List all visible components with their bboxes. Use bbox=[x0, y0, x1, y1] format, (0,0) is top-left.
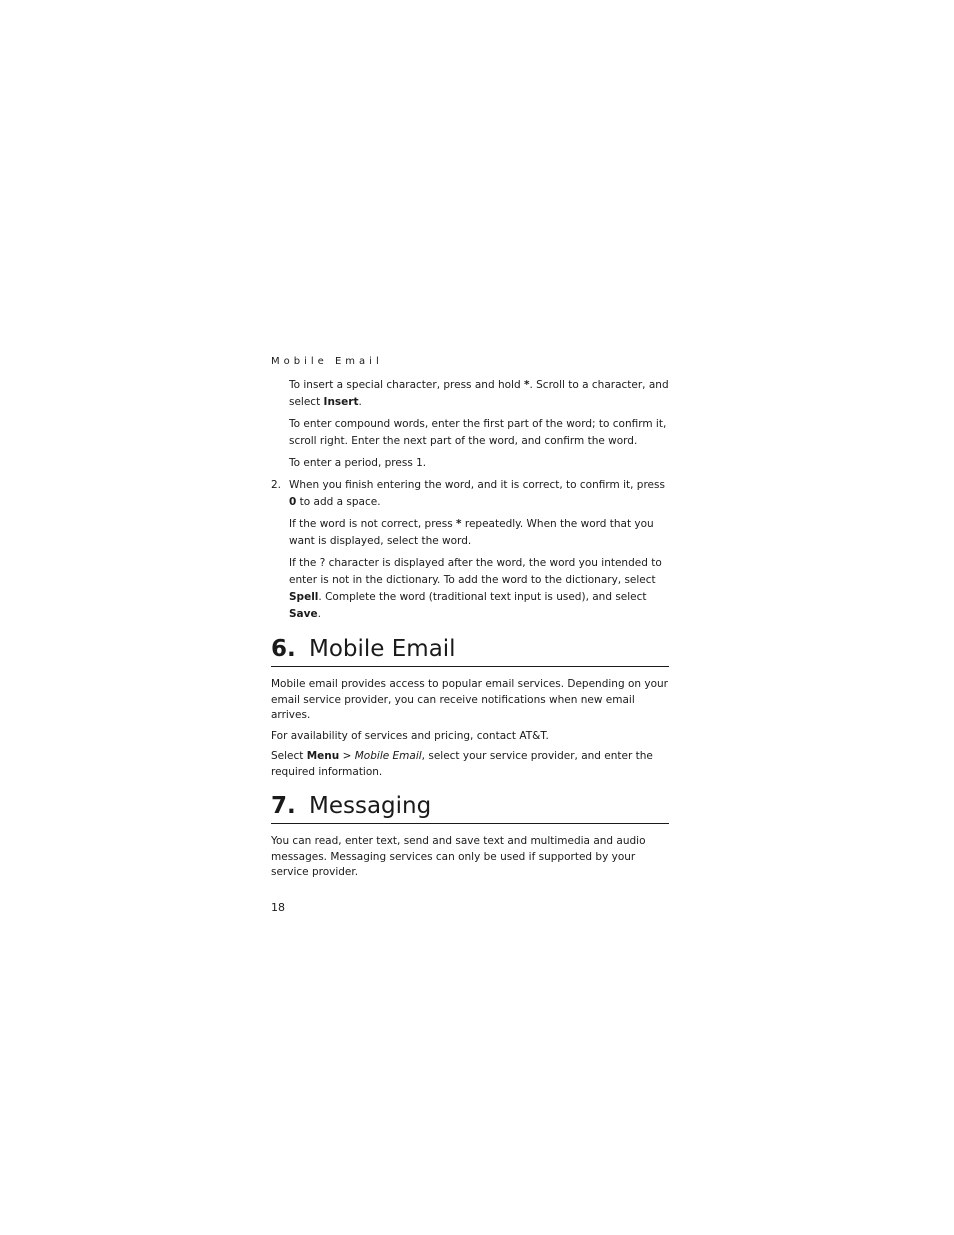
text: . Complete the word (traditional text input is used), and select bbox=[318, 591, 647, 603]
text: Select bbox=[271, 750, 307, 762]
text: to add a space. bbox=[296, 496, 381, 508]
key-star: * bbox=[456, 518, 462, 530]
key-star: * bbox=[523, 379, 530, 391]
text: If the ? character is displayed after the word, the word you intended to enter is not in the dictionary. To add the word to the dictionary, select bbox=[289, 557, 662, 586]
text: . Scroll to a character, and select bbox=[289, 379, 669, 408]
option-spell: Spell bbox=[289, 591, 319, 603]
mobile-email-intro: Mobile email provides access to popular email services. Depending on your email service provider, you can receive notifications when new email arrives. bbox=[271, 678, 668, 721]
running-header: Mobile Email bbox=[271, 356, 383, 367]
step-number: 2. bbox=[271, 479, 282, 491]
section-7-heading bbox=[271, 792, 669, 824]
availability-paragraph: For availability of services and pricing, contact AT&T. bbox=[271, 729, 549, 742]
text: To insert a special character, press and hold bbox=[289, 379, 524, 391]
section-number: 7. bbox=[271, 793, 296, 819]
word-not-correct-paragraph bbox=[271, 516, 669, 550]
section-6-body bbox=[271, 677, 669, 780]
section-7-body bbox=[271, 834, 669, 881]
option-insert: Insert bbox=[323, 396, 359, 408]
compound-words-paragraph: To enter compound words, enter the first part of the word; to confirm it, scroll right. Enter the next part of the word, and confirm the word. bbox=[289, 418, 667, 447]
text: If the word is not correct, press bbox=[289, 518, 457, 530]
menu-item-mobile-email: Mobile Email bbox=[354, 750, 422, 762]
text: When you finish entering the word, and it is correct, to confirm it, press bbox=[289, 479, 665, 491]
section-6-heading bbox=[271, 635, 669, 667]
option-save: Save bbox=[289, 608, 318, 620]
question-character-paragraph bbox=[271, 555, 669, 623]
section-title: Mobile Email bbox=[309, 636, 456, 662]
key-zero: 0 bbox=[289, 496, 297, 508]
select-menu-paragraph bbox=[271, 749, 669, 780]
menu-option: Menu bbox=[306, 750, 340, 762]
text: , select your service provider, and enter the required information. bbox=[271, 750, 653, 778]
messaging-intro: You can read, enter text, send and save text and multimedia and audio messages. Messaging services can only be used if supported by your service provider. bbox=[271, 835, 646, 878]
text: > bbox=[339, 750, 355, 762]
step-2 bbox=[271, 477, 669, 511]
section-number: 6. bbox=[271, 636, 296, 662]
text: repeatedly. When the word that you want is displayed, select the word. bbox=[289, 518, 654, 547]
page-number: 18 bbox=[271, 900, 285, 914]
text: . bbox=[317, 608, 321, 620]
section-title: Messaging bbox=[309, 793, 432, 819]
page-content bbox=[271, 356, 669, 915]
text: . bbox=[358, 396, 362, 408]
period-paragraph: To enter a period, press 1. bbox=[289, 457, 427, 469]
special-character-paragraph bbox=[271, 377, 669, 411]
